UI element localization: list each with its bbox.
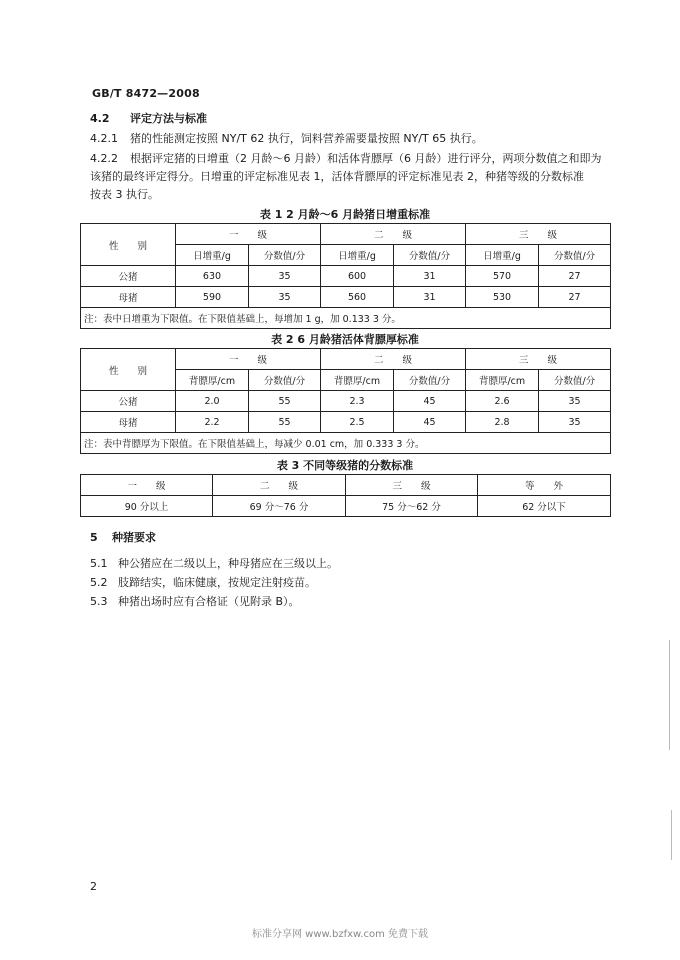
table-cell: 35 xyxy=(539,412,611,433)
table-cell: 55 xyxy=(249,391,321,412)
table-cell: 630 xyxy=(176,266,249,287)
section-title: 评定方法与标准 xyxy=(130,112,207,125)
table-cell: 45 xyxy=(394,391,466,412)
clause-5-1 xyxy=(90,556,338,571)
page-number: 2 xyxy=(90,880,97,893)
section-number: 5 xyxy=(90,531,98,544)
clause-text-line-1: 根据评定猪的日增重（2 月龄～6 月龄）和活体背膘厚（6 月龄）进行评分，两项分数值之和即为 xyxy=(130,152,602,165)
table-subheader: 背膘厚/cm xyxy=(321,370,394,391)
table-header-grade-3: 三 级 xyxy=(466,349,611,370)
table-subheader: 日增重/g xyxy=(466,245,539,266)
table-cell: 35 xyxy=(249,266,321,287)
table-cell: 31 xyxy=(394,266,466,287)
table-row xyxy=(81,287,611,308)
clause-4-2-2-line-2: 该猪的最终评定得分。日增重的评定标准见表 1，活体背膘厚的评定标准见表 2，种猪等级的分数标准 xyxy=(90,170,584,183)
table-cell: 2.3 xyxy=(321,391,394,412)
clause-number: 5.3 xyxy=(90,595,108,608)
table-cell: 2.5 xyxy=(321,412,394,433)
table-header-grade-1: 一 级 xyxy=(176,349,321,370)
table-cell: 2.6 xyxy=(466,391,539,412)
table-cell: 35 xyxy=(539,391,611,412)
table-header-grade-2: 二 级 xyxy=(321,224,466,245)
table-cell: 570 xyxy=(466,266,539,287)
table-cell-sex: 公猪 xyxy=(81,266,176,287)
table-header-sex: 性 别 xyxy=(81,224,176,266)
table-subheader: 分数值/分 xyxy=(539,245,611,266)
table-subheader: 分数值/分 xyxy=(394,245,466,266)
section-number: 4.2 xyxy=(90,112,110,125)
table-cell: 560 xyxy=(321,287,394,308)
table-2 xyxy=(80,348,611,454)
table-cell: 2.2 xyxy=(176,412,249,433)
table-header-grade-1: 一 级 xyxy=(176,224,321,245)
clause-text: 猪的性能测定按照 NY/T 62 执行，饲料营养需要量按照 NY/T 65 执行。 xyxy=(130,132,483,145)
clause-5-2 xyxy=(90,575,316,590)
table-subheader: 背膘厚/cm xyxy=(176,370,249,391)
clause-text: 种公猪应在二级以上，种母猪应在三级以上。 xyxy=(118,557,338,570)
table-subheader: 日增重/g xyxy=(176,245,249,266)
table-2-note: 注：表中背膘厚为下限值。在下限值基础上，每减少 0.01 cm，加 0.333 3 分。 xyxy=(81,433,611,454)
table-subheader: 分数值/分 xyxy=(249,245,321,266)
table-2-caption: 表 2 6 月龄猪活体背膘厚标准 xyxy=(271,333,419,346)
clause-number: 5.1 xyxy=(90,557,108,570)
clause-number: 5.2 xyxy=(90,576,108,589)
table-row xyxy=(81,496,611,517)
clause-4-2-2-line-3: 按表 3 执行。 xyxy=(90,188,159,201)
table-cell-sex: 母猪 xyxy=(81,412,176,433)
table-cell: 69 分～76 分 xyxy=(213,496,346,517)
table-cell: 600 xyxy=(321,266,394,287)
table-header-grade-2: 二 级 xyxy=(321,349,466,370)
table-row xyxy=(81,412,611,433)
table-header-ungraded: 等 外 xyxy=(478,475,611,496)
table-header-grade-2: 二 级 xyxy=(213,475,346,496)
table-row xyxy=(81,266,611,287)
table-header-sex: 性 别 xyxy=(81,349,176,391)
table-1-note: 注：表中日增重为下限值。在下限值基础上，每增加 1 g，加 0.133 3 分。 xyxy=(81,308,611,329)
table-cell: 75 分～62 分 xyxy=(346,496,478,517)
table-cell: 2.0 xyxy=(176,391,249,412)
clause-text: 肢蹄结实，临床健康，按规定注射疫苗。 xyxy=(118,576,316,589)
scan-edge-line xyxy=(671,810,672,860)
table-cell: 45 xyxy=(394,412,466,433)
clause-4-2-2 xyxy=(90,151,601,166)
clause-number: 4.2.1 xyxy=(90,132,118,145)
table-cell-sex: 公猪 xyxy=(81,391,176,412)
clause-5-3 xyxy=(90,594,300,609)
table-cell: 90 分以上 xyxy=(81,496,213,517)
table-cell: 55 xyxy=(249,412,321,433)
section-5-heading xyxy=(90,530,156,545)
section-title: 种猪要求 xyxy=(112,531,156,544)
footer-watermark: 标准分享网 www.bzfxw.com 免费下载 xyxy=(252,929,428,940)
table-subheader: 分数值/分 xyxy=(539,370,611,391)
table-header-grade-3: 三 级 xyxy=(346,475,478,496)
section-4-2-heading xyxy=(90,111,207,126)
table-3-caption: 表 3 不同等级猪的分数标准 xyxy=(276,459,414,472)
table-cell: 62 分以下 xyxy=(478,496,611,517)
table-cell: 530 xyxy=(466,287,539,308)
table-cell: 27 xyxy=(539,287,611,308)
table-row xyxy=(81,391,611,412)
table-3 xyxy=(80,474,611,517)
table-1 xyxy=(80,223,611,329)
standard-code: GB/T 8472—2008 xyxy=(92,87,200,100)
scan-edge-line xyxy=(669,640,670,750)
table-subheader: 分数值/分 xyxy=(249,370,321,391)
table-header-grade-1: 一 级 xyxy=(81,475,213,496)
table-subheader: 日增重/g xyxy=(321,245,394,266)
table-cell: 35 xyxy=(249,287,321,308)
table-1-caption: 表 1 2 月龄～6 月龄猪日增重标准 xyxy=(259,208,431,221)
table-cell-sex: 母猪 xyxy=(81,287,176,308)
table-cell: 590 xyxy=(176,287,249,308)
table-subheader: 背膘厚/cm xyxy=(466,370,539,391)
clause-4-2-1 xyxy=(90,131,483,146)
table-header-grade-3: 三 级 xyxy=(466,224,611,245)
clause-number: 4.2.2 xyxy=(90,152,118,165)
table-subheader: 分数值/分 xyxy=(394,370,466,391)
table-cell: 27 xyxy=(539,266,611,287)
table-cell: 31 xyxy=(394,287,466,308)
table-cell: 2.8 xyxy=(466,412,539,433)
clause-text: 种猪出场时应有合格证（见附录 B）。 xyxy=(118,595,300,608)
